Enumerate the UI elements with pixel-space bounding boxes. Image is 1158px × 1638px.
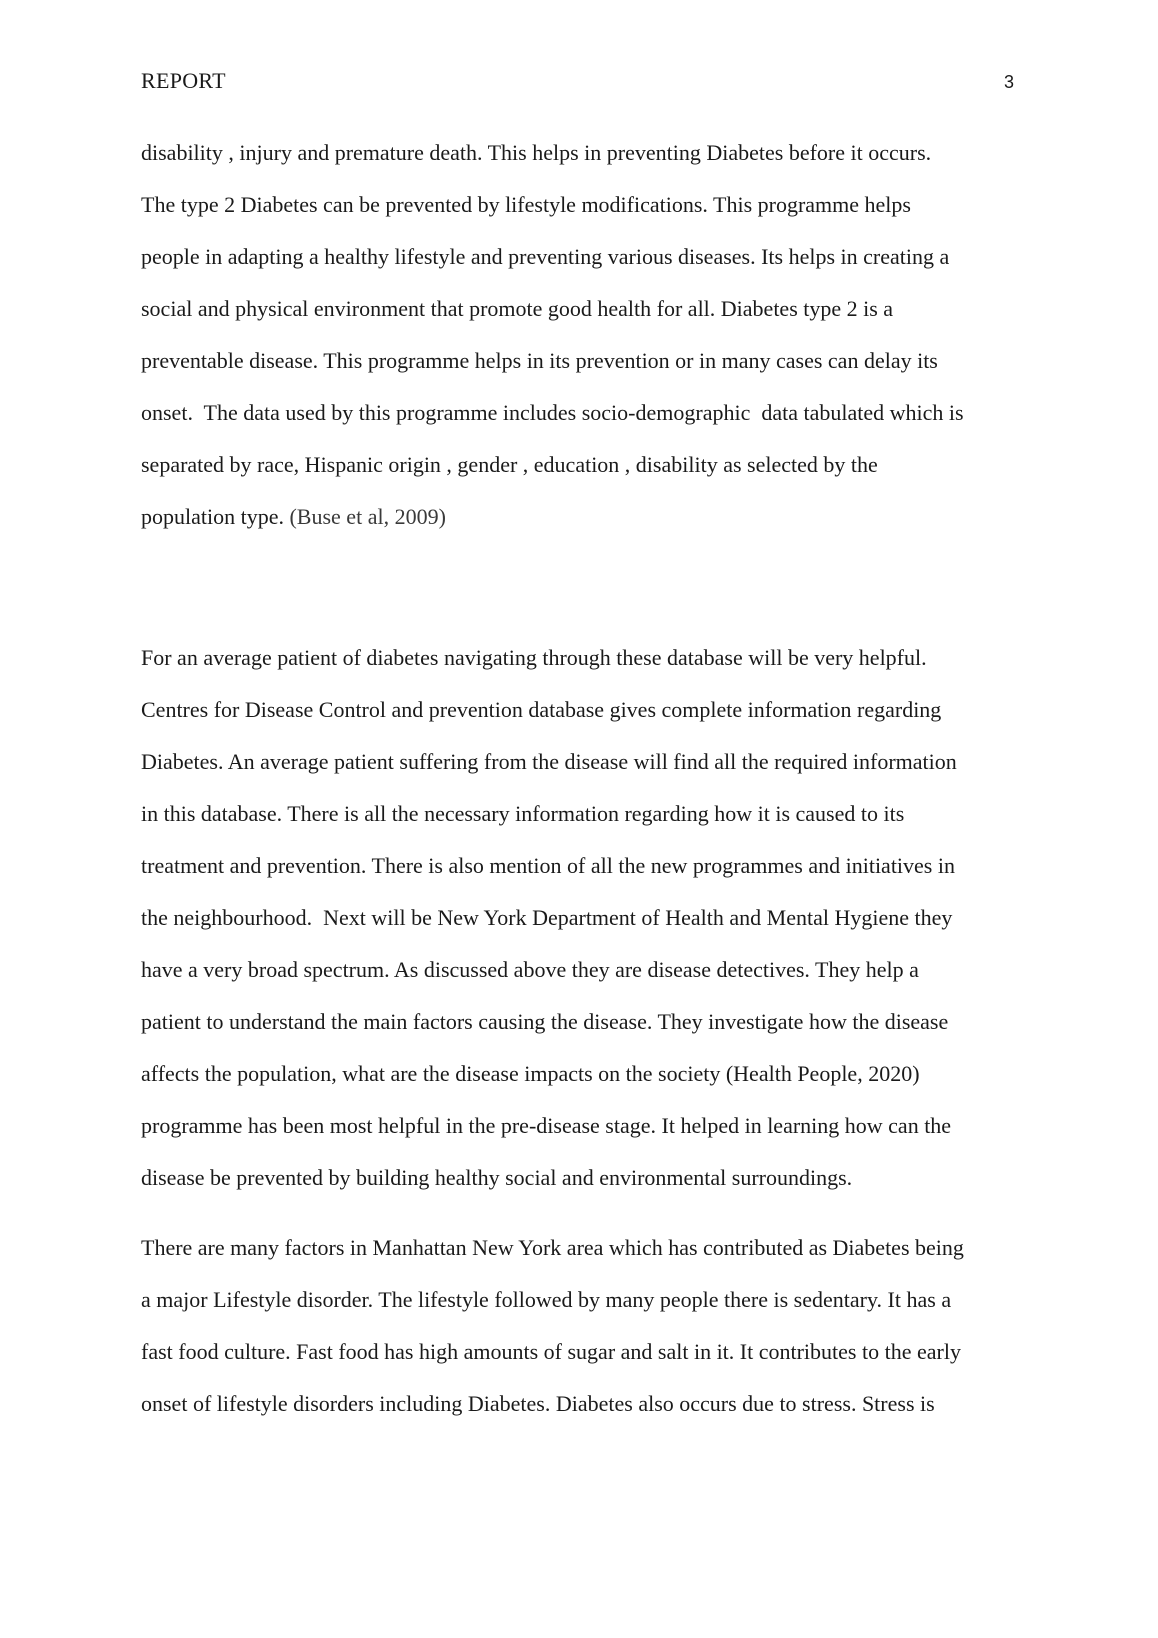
text-line: disease be prevented by building healthy social and environmental surroundings. — [141, 1165, 853, 1190]
text-line: fast food culture. Fast food has high amounts of sugar and salt in it. It contributes to the early — [141, 1339, 961, 1364]
text-line: Diabetes. An average patient suffering from the disease will find all the required information — [141, 749, 957, 774]
text-line: separated by race, Hispanic origin , gender , education , disability as selected by the — [141, 452, 878, 477]
text-span: population type. — [141, 504, 290, 529]
text-line: have a very broad spectrum. As discussed above they are disease detectives. They help a — [141, 957, 919, 982]
text-line: programme has been most helpful in the pre-disease stage. It helped in learning how can the — [141, 1113, 952, 1138]
text-line: onset. The data used by this programme includes socio-demographic data tabulated which is — [141, 400, 964, 425]
text-line: social and physical environment that promote good health for all. Diabetes type 2 is a — [141, 296, 894, 321]
text-line: affects the population, what are the disease impacts on the society (Health People, 2020) — [141, 1061, 920, 1086]
text-line: a major Lifestyle disorder. The lifestyle followed by many people there is sedentary. It has a — [141, 1287, 952, 1312]
text-line — [141, 502, 446, 532]
page-number: 3 — [1004, 72, 1015, 92]
text-line: treatment and prevention. There is also mention of all the new programmes and initiatives in — [141, 853, 955, 878]
text-line: patient to understand the main factors causing the disease. They investigate how the disease — [141, 1009, 949, 1034]
text-line: The type 2 Diabetes can be prevented by lifestyle modifications. This programme helps — [141, 192, 911, 217]
text-line: Centres for Disease Control and prevention database gives complete information regarding — [141, 697, 942, 722]
text-line: in this database. There is all the necessary information regarding how it is caused to its — [141, 801, 905, 826]
text-line: disability , injury and premature death. This helps in preventing Diabetes before it occurs. — [141, 140, 932, 165]
header-title: REPORT — [141, 68, 226, 93]
text-line: There are many factors in Manhattan New York area which has contributed as Diabetes being — [141, 1235, 964, 1260]
text-line: the neighbourhood. Next will be New York Department of Health and Mental Hygiene they — [141, 905, 953, 930]
text-line: onset of lifestyle disorders including Diabetes. Diabetes also occurs due to stress. Stress is — [141, 1391, 935, 1416]
text-line: For an average patient of diabetes navigating through these database will be very helpful. — [141, 645, 927, 670]
citation: (Buse et al, 2009) — [289, 504, 446, 529]
text-line: preventable disease. This programme helps in its prevention or in many cases can delay its — [141, 348, 938, 373]
text-line: people in adapting a healthy lifestyle and preventing various diseases. Its helps in creating a — [141, 244, 950, 269]
